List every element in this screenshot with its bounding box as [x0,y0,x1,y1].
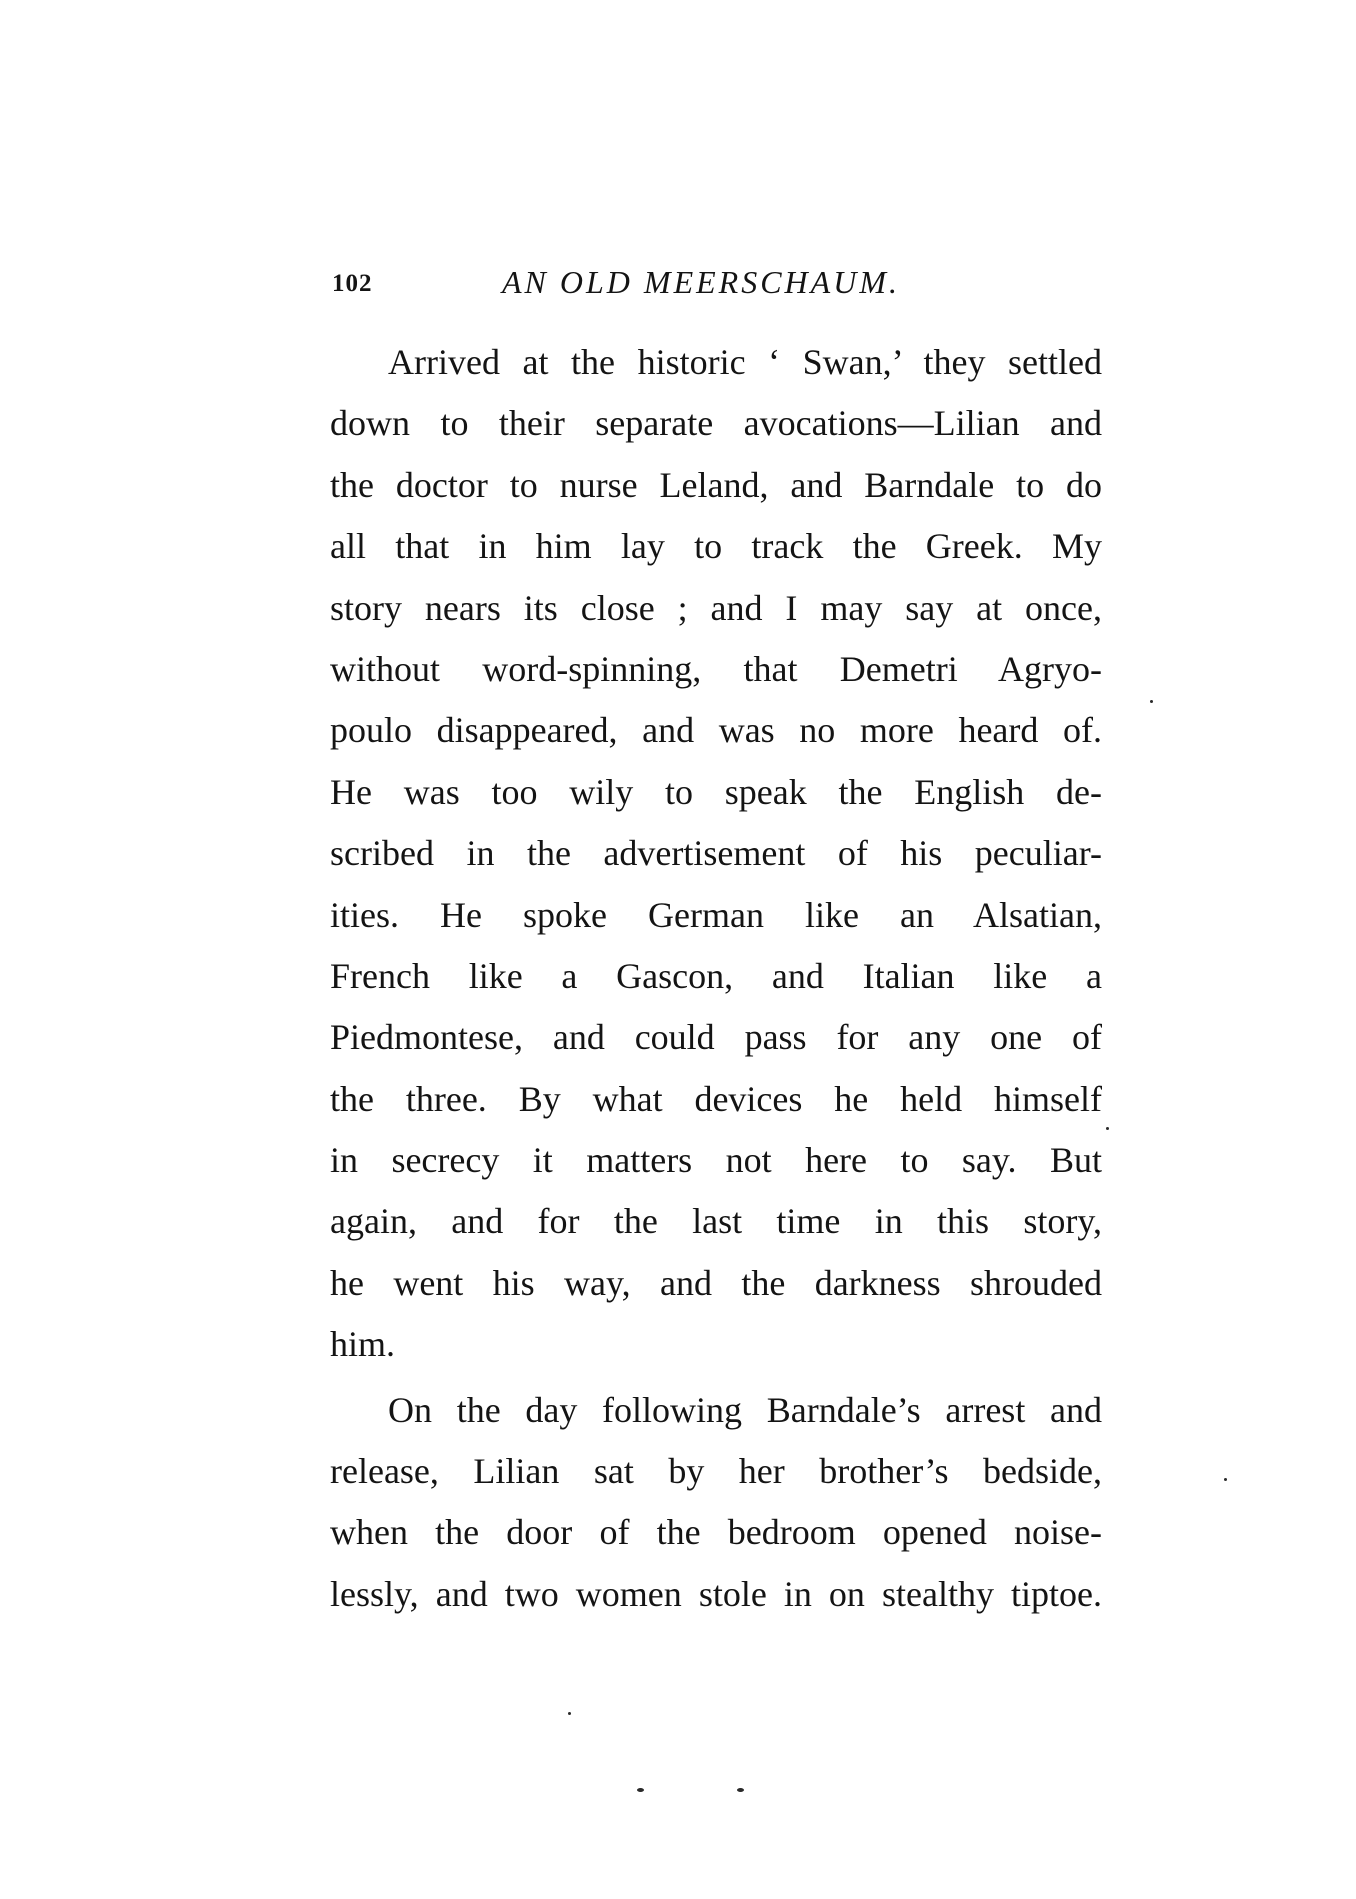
page-header [332,264,1112,312]
print-speck [737,1788,744,1792]
text-line: ities. He spoke German like an Alsatian, [330,894,1102,935]
text-line: scribed in the advertisement of his peculiar- [330,833,1102,874]
print-speck [1224,1478,1227,1481]
text-line: without word-spinning, that Demetri Agryo- [330,648,1102,689]
text-line: all that in him lay to track the Greek. My [330,526,1102,567]
text-line: poulo disappeared, and was no more heard of. [330,710,1102,751]
text-line: again, and for the last time in this story, [330,1201,1102,1242]
text-line: release, Lilian sat by her brother’s bedside, [330,1451,1102,1492]
print-speck [568,1712,571,1715]
text-line: he went his way, and the darkness shrouded [330,1262,1102,1303]
body-text [330,332,1102,1625]
print-speck [637,1788,644,1792]
text-line: when the door of the bedroom opened noise- [330,1512,1102,1553]
text-line: Piedmontese, and could pass for any one of [330,1017,1102,1058]
page-number: 102 [332,270,373,297]
text-line: French like a Gascon, and Italian like a [330,955,1102,996]
paragraph-1 [330,332,1102,1376]
text-line: the doctor to nurse Leland, and Barndale to do [330,464,1102,505]
text-line: the three. By what devices he held himself [330,1078,1102,1119]
text-line: in secrecy it matters not here to say. But [330,1140,1102,1181]
print-speck [1150,700,1153,703]
text-line: down to their separate avocations—Lilian and [330,403,1102,444]
print-speck [1106,1127,1109,1130]
text-line: Arrived at the historic ‘ Swan,’ they settled [388,342,1102,382]
text-line: story nears its close ; and I may say at once, [330,587,1102,628]
text-line: him. [330,1324,396,1365]
text-line: lessly, and two women stole in on stealthy tiptoe. [330,1573,1102,1614]
text-line: On the day following Barndale’s arrest and [388,1389,1102,1430]
running-title: AN OLD MEERSCHAUM. [502,264,900,300]
text-line: He was too wily to speak the English de- [330,771,1102,812]
paragraph-2 [330,1380,1102,1626]
